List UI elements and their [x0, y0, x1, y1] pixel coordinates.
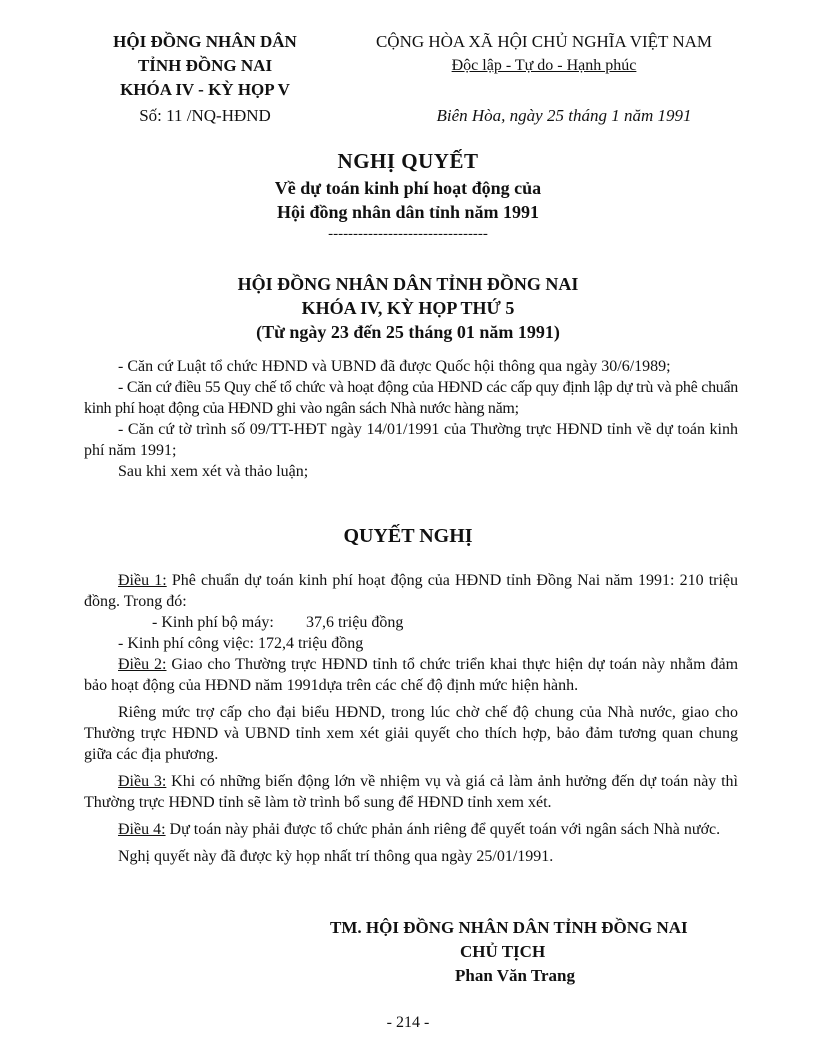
signature-title: CHỦ TỊCH — [460, 942, 546, 961]
budget-item-value: 172,4 triệu đồng — [257, 635, 364, 652]
article-4-label: Điều 4: — [118, 821, 166, 838]
council-line-1: HỘI ĐỒNG NHÂN DÂN TỈNH ĐỒNG NAI — [237, 274, 579, 294]
budget-item-value: 37,6 triệu đồng — [306, 614, 404, 631]
article-4-text: Dự toán này phải được tổ chức phản ánh riêng để quyết toán với ngân sách Nhà nước. — [165, 821, 721, 838]
article-2 — [84, 654, 738, 696]
signature-block — [290, 916, 790, 988]
document-title: NGHỊ QUYẾT — [337, 149, 479, 173]
signature-name: Phan Văn Trang — [455, 966, 575, 985]
place-date: Biên Hòa, ngày 25 tháng 1 năm 1991 — [436, 106, 692, 125]
articles — [84, 570, 738, 867]
article-2-paragraph: Riêng mức trợ cấp cho đại biểu HĐND, trong lúc chờ chế độ chung của Nhà nước, giao cho Thường trực HĐND và UBND tỉnh xem xét giải quyết cho thích hợp, bảo đảm tương quan chung giữa các địa phương. — [84, 704, 738, 763]
budget-item-work — [84, 633, 738, 654]
document-subtitle-1: Về dự toán kinh phí hoạt động của — [274, 178, 542, 198]
issuer-line-2: TỈNH ĐỒNG NAI — [137, 56, 273, 75]
signature-organization: TM. HỘI ĐỒNG NHÂN DÂN TỈNH ĐỒNG NAI — [330, 918, 688, 937]
budget-item-apparatus — [84, 612, 738, 633]
article-3-text: Khi có những biến động lớn về nhiệm vụ và giá cả làm ảnh hưởng đến dự toán này thì Thường trực HĐND tỉnh sẽ làm tờ trình bổ sung để HĐND tỉnh xem xét. — [84, 773, 738, 811]
resolution-heading: QUYẾT NGHỊ — [343, 525, 473, 547]
council-line-2: KHÓA IV, KỲ HỌP THỨ 5 — [301, 298, 515, 318]
article-4 — [84, 819, 738, 840]
article-3 — [84, 771, 738, 813]
closing-statement: Nghị quyết này đã được kỳ họp nhất trí thông qua ngày 25/01/1991. — [118, 848, 554, 865]
budget-item-label: - Kinh phí công việc: — [118, 635, 254, 652]
council-line-3: (Từ ngày 23 đến 25 tháng 01 năm 1991) — [256, 322, 560, 342]
page-number: - 214 - — [386, 1014, 430, 1031]
preamble — [84, 356, 738, 482]
article-3-label: Điều 3: — [118, 773, 167, 790]
issuer-line-1: HỘI ĐỒNG NHÂN DÂN — [113, 32, 297, 51]
article-1 — [84, 570, 738, 612]
national-header — [352, 30, 736, 128]
article-1-text: Phê chuẩn dự toán kinh phí hoạt động của HĐND tỉnh Đồng Nai năm 1991: 210 triệu đồng. Trong đó: — [84, 572, 739, 610]
document-subtitle-2: Hội đồng nhân dân tỉnh năm 1991 — [276, 202, 540, 222]
document-title-block — [120, 146, 696, 242]
preamble-item: Sau khi xem xét và thảo luận; — [118, 463, 309, 480]
issuer-block — [96, 30, 314, 128]
preamble-item: - Căn cứ tờ trình số 09/TT-HĐT ngày 14/01/1991 của Thường trực HĐND tỉnh về dự toán kinh phí năm 1991; — [84, 421, 738, 459]
title-divider: -------------------------------- — [328, 226, 488, 242]
national-title: CỘNG HÒA XÃ HỘI CHỦ NGHĨA VIỆT NAM — [375, 32, 713, 51]
preamble-item: - Căn cứ điều 55 Quy chế tổ chức và hoạt động của HĐND các cấp quy định lập dự trù và phê chuẩn kinh phí hoạt động của HĐND ghi vào ngân sách Nhà nước hàng năm; — [84, 379, 738, 417]
document-number: Số: 11 /NQ-HĐND — [139, 106, 271, 125]
article-1-label: Điều 1: — [118, 572, 167, 589]
article-2-text: Giao cho Thường trực HĐND tỉnh tổ chức triển khai thực hiện dự toán này nhằm đảm bảo hoạt động của HĐND năm 1991dựa trên các chế độ định mức hiện hành. — [84, 656, 739, 694]
preamble-item: - Căn cứ Luật tổ chức HĐND và UBND đã được Quốc hội thông qua ngày 30/6/1989; — [118, 358, 671, 375]
national-motto: Độc lập - Tự do - Hạnh phúc — [451, 57, 637, 74]
council-block — [120, 272, 696, 344]
issuer-line-3: KHÓA IV - KỲ HỌP V — [120, 80, 290, 99]
article-2-label: Điều 2: — [118, 656, 167, 673]
budget-item-label: - Kinh phí bộ máy: — [152, 614, 274, 631]
